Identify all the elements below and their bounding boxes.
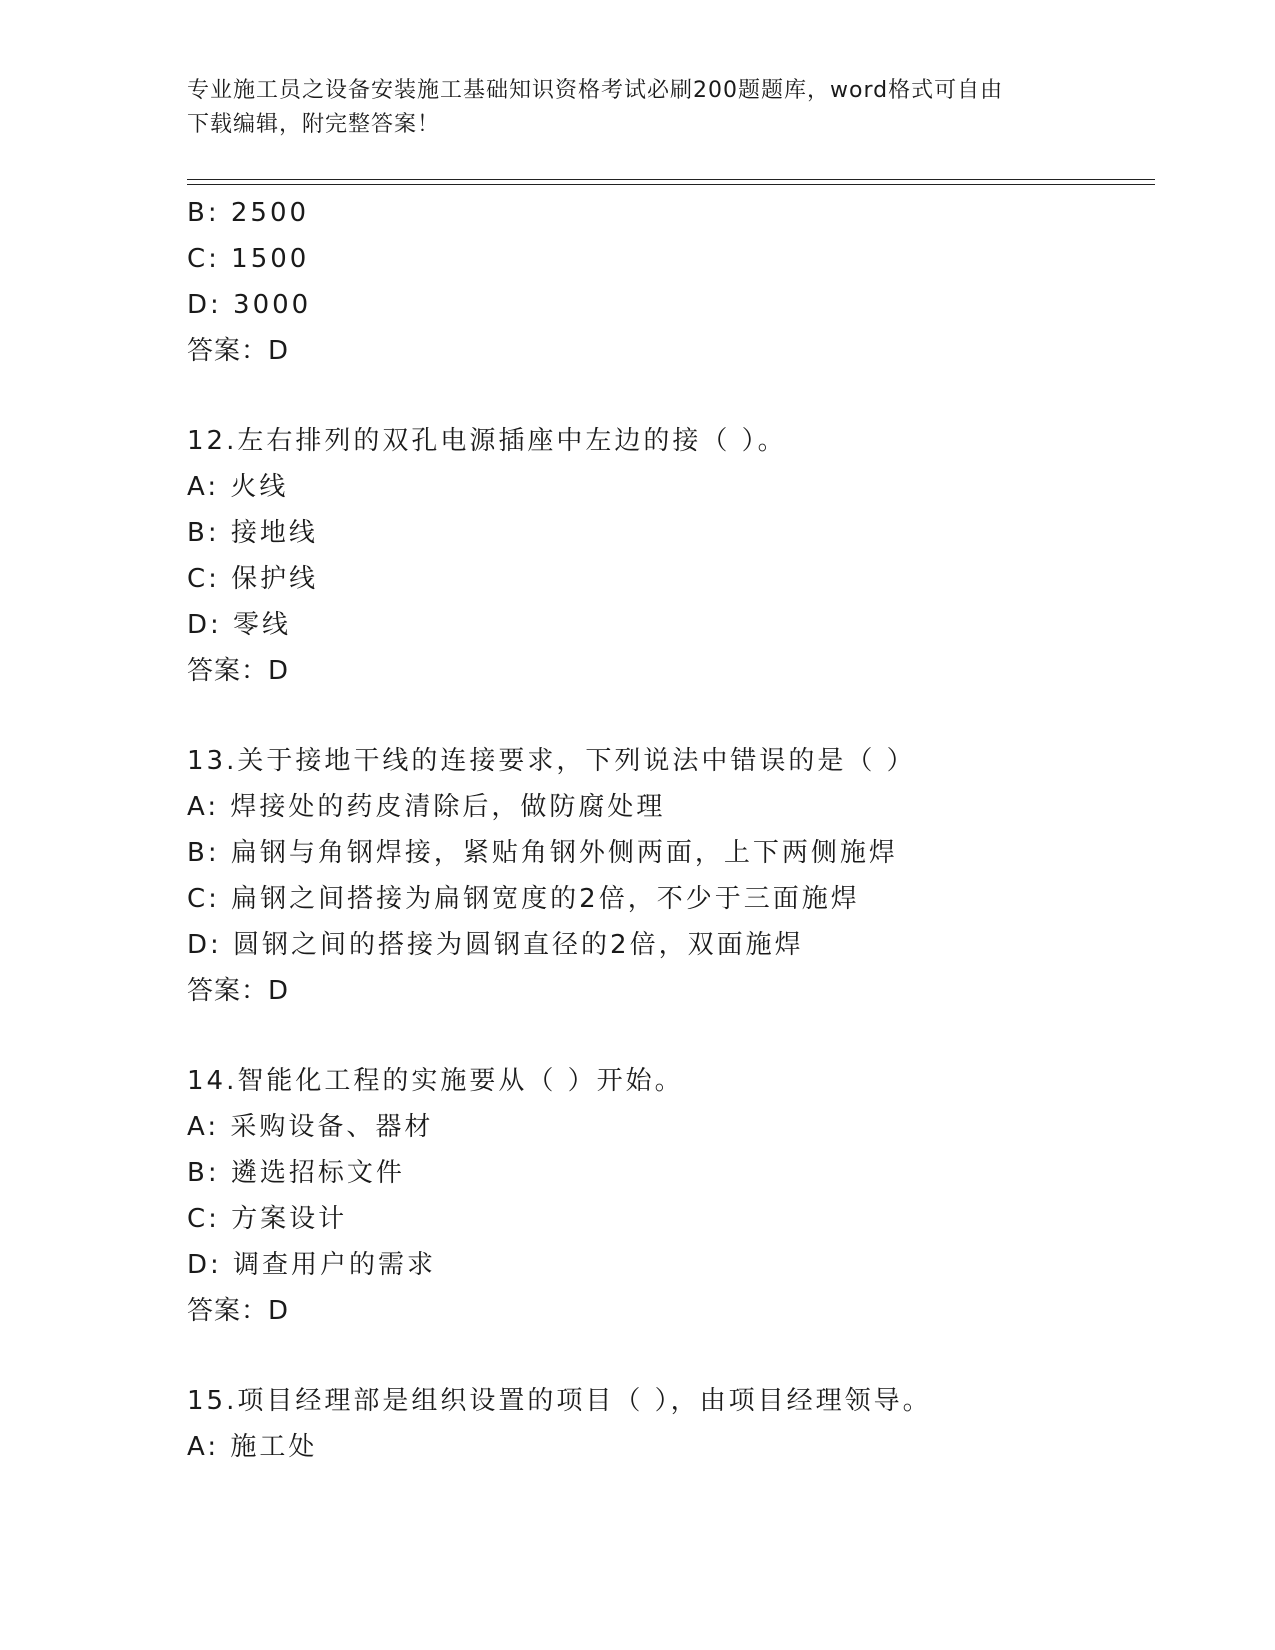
option-a: A: 焊接处的药皮清除后，做防腐处理: [187, 792, 666, 822]
question-11-partial: [187, 190, 1155, 374]
option-c: C: 扁钢之间搭接为扁钢宽度的2倍，不少于三面施焊: [187, 884, 860, 914]
question-stem: 14.智能化工程的实施要从（ ）开始。: [187, 1066, 684, 1096]
option-d: D: 零线: [187, 610, 292, 640]
answer: 答案：D: [187, 336, 290, 366]
question-stem: 12.左右排列的双孔电源插座中左边的接（ ）。: [187, 426, 787, 456]
option-d: D: 调查用户的需求: [187, 1250, 437, 1280]
option-d: D: 圆钢之间的搭接为圆钢直径的2倍，双面施焊: [187, 930, 804, 960]
question-12: [187, 418, 1155, 694]
option-b: B: 遴选招标文件: [187, 1158, 405, 1188]
option-b: B: 接地线: [187, 518, 318, 548]
option-a: A: 火线: [187, 472, 289, 502]
question-stem: 15.项目经理部是组织设置的项目（ ），由项目经理领导。: [187, 1386, 932, 1416]
header-line-2: 下载编辑，附完整答案！: [187, 112, 441, 137]
question-15: [187, 1378, 1155, 1470]
option-b: B: 2500: [187, 198, 310, 228]
question-list: [187, 190, 1155, 1470]
option-c: C: 1500: [187, 244, 310, 274]
option-a: A: 采购设备、器材: [187, 1112, 434, 1142]
question-stem: 13.关于接地干线的连接要求，下列说法中错误的是（ ）: [187, 746, 916, 776]
question-13: [187, 738, 1155, 1014]
option-d: D: 3000: [187, 290, 312, 320]
answer: 答案：D: [187, 1296, 290, 1326]
header-rule-top: [187, 179, 1155, 180]
option-a: A: 施工处: [187, 1432, 318, 1462]
option-c: C: 保护线: [187, 564, 319, 594]
option-c: C: 方案设计: [187, 1204, 348, 1234]
document-header: [187, 74, 1067, 142]
header-rule-bottom: [187, 184, 1155, 185]
question-14: [187, 1058, 1155, 1334]
header-line-1: 专业施工员之设备安装施工基础知识资格考试必刷200题题库，word格式可自由: [187, 78, 1004, 103]
answer: 答案：D: [187, 656, 290, 686]
option-b: B: 扁钢与角钢焊接，紧贴角钢外侧两面，上下两侧施焊: [187, 838, 898, 868]
answer: 答案：D: [187, 976, 290, 1006]
